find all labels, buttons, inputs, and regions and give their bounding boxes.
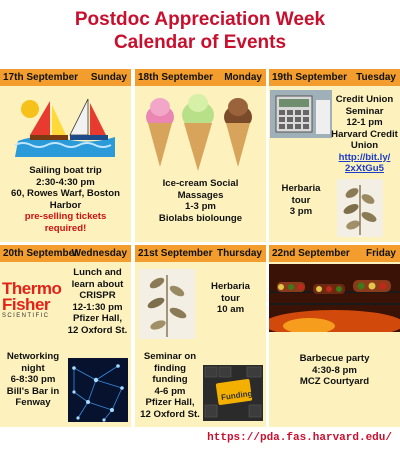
event-title: Lunch and bbox=[73, 267, 122, 278]
event-title-line2: Seminar bbox=[345, 105, 384, 117]
day-weekday: Monday bbox=[224, 72, 262, 83]
event-time: 6-8:30 pm bbox=[10, 374, 56, 385]
day-weekday: Sunday bbox=[90, 72, 127, 83]
network-graph-image bbox=[68, 358, 128, 422]
event-title-line3: CRISPR bbox=[79, 290, 116, 301]
event-location: Biolabs biolounge bbox=[158, 212, 243, 224]
calculator-image bbox=[270, 90, 332, 138]
day-weekday: Wednesday bbox=[71, 248, 127, 259]
day-cell-friday bbox=[269, 245, 400, 427]
day-header bbox=[0, 69, 131, 86]
event-time: 12-1:30 pm bbox=[72, 301, 123, 313]
herbarium-specimen-image bbox=[139, 269, 195, 339]
day-date: 21st September bbox=[138, 248, 213, 259]
event-link-line2[interactable]: 2xXtGu5 bbox=[345, 163, 384, 174]
day-header bbox=[135, 245, 266, 262]
event-time: 1-3 pm bbox=[185, 201, 216, 212]
event-title: Seminar on bbox=[143, 351, 197, 362]
event-location: Pfizer Hall, bbox=[72, 313, 123, 324]
event-title: Herbaria bbox=[211, 281, 250, 292]
event-link[interactable]: http://bit.ly/ bbox=[338, 151, 391, 163]
day-header bbox=[135, 69, 266, 86]
day-weekday: Tuesday bbox=[356, 72, 396, 83]
event-title-line2: finding bbox=[154, 362, 186, 374]
event-title: Sailing boat trip bbox=[29, 165, 102, 176]
ice-cream-cones-image bbox=[140, 89, 260, 174]
calendar-title: Postdoc Appreciation Week bbox=[74, 9, 326, 30]
funding-key-label: Funding bbox=[220, 388, 254, 403]
day-date: 17th September bbox=[3, 72, 79, 83]
event-location: Pfizer Hall, bbox=[145, 397, 195, 408]
event-note: pre-selling tickets bbox=[24, 211, 107, 222]
day-date: 22nd September bbox=[272, 248, 350, 259]
event-title-line2: night bbox=[21, 362, 45, 374]
day-weekday: Thursday bbox=[216, 248, 262, 259]
event-title-line2: Massages bbox=[177, 189, 224, 201]
event-time: 2:30-4:30 pm bbox=[36, 176, 95, 188]
thermo-fisher-logo: Thermo Fisher SCIENTIFIC bbox=[2, 280, 62, 319]
event-location-line2: 12 Oxford St. bbox=[67, 324, 128, 336]
day-header bbox=[269, 245, 400, 262]
event-location: Bill's Bar in bbox=[6, 385, 60, 397]
event-title: Herbaria bbox=[281, 183, 321, 194]
event-time: 10 am bbox=[216, 304, 245, 315]
day-date: 19th September bbox=[272, 72, 348, 83]
day-date: 18th September bbox=[138, 72, 214, 83]
day-cell-sunday bbox=[0, 69, 131, 242]
sailboats-image bbox=[10, 95, 120, 157]
event-title: Ice-cream Social bbox=[162, 178, 239, 189]
event-location: 60, Rowes Warf, Boston bbox=[11, 188, 120, 199]
event-title: Credit Union bbox=[335, 94, 394, 105]
day-header bbox=[0, 245, 131, 262]
event-location-line2: Harbor bbox=[49, 199, 82, 211]
herbarium-specimen-image bbox=[337, 179, 383, 237]
day-cell-tuesday bbox=[269, 69, 400, 242]
calendar-subtitle: Calendar of Events bbox=[113, 32, 287, 53]
event-title-line3: funding bbox=[152, 374, 188, 385]
event-time: 12-1 pm bbox=[346, 117, 383, 128]
event-location-line2: 12 Oxford St. bbox=[140, 408, 200, 420]
event-title-line2: learn about bbox=[71, 278, 124, 290]
day-cell-thursday bbox=[135, 245, 266, 427]
event-location-line2: Fenway bbox=[15, 397, 51, 408]
event-location: MCZ Courtyard bbox=[299, 376, 370, 387]
event-note-line2: required! bbox=[44, 222, 87, 234]
day-cell-wednesday bbox=[0, 245, 131, 427]
event-title: Networking bbox=[6, 351, 60, 362]
event-title: Barbecue party bbox=[299, 353, 370, 364]
footer-url-link[interactable]: https://pda.fas.harvard.edu/ bbox=[207, 432, 392, 444]
event-title-line2: tour bbox=[291, 194, 311, 206]
day-date: 20th September bbox=[3, 248, 79, 259]
barbecue-grill-image bbox=[269, 264, 400, 332]
event-time: 3 pm bbox=[289, 206, 313, 217]
day-cell-monday bbox=[135, 69, 266, 242]
event-location: Harvard Credit bbox=[331, 128, 398, 140]
event-title-line2: tour bbox=[221, 292, 240, 304]
event-time: 4-6 pm bbox=[154, 385, 186, 397]
day-weekday: Friday bbox=[365, 248, 396, 259]
event-location-line2: Union bbox=[350, 140, 379, 151]
event-time: 4:30-8 pm bbox=[312, 364, 357, 376]
day-header bbox=[269, 69, 400, 86]
